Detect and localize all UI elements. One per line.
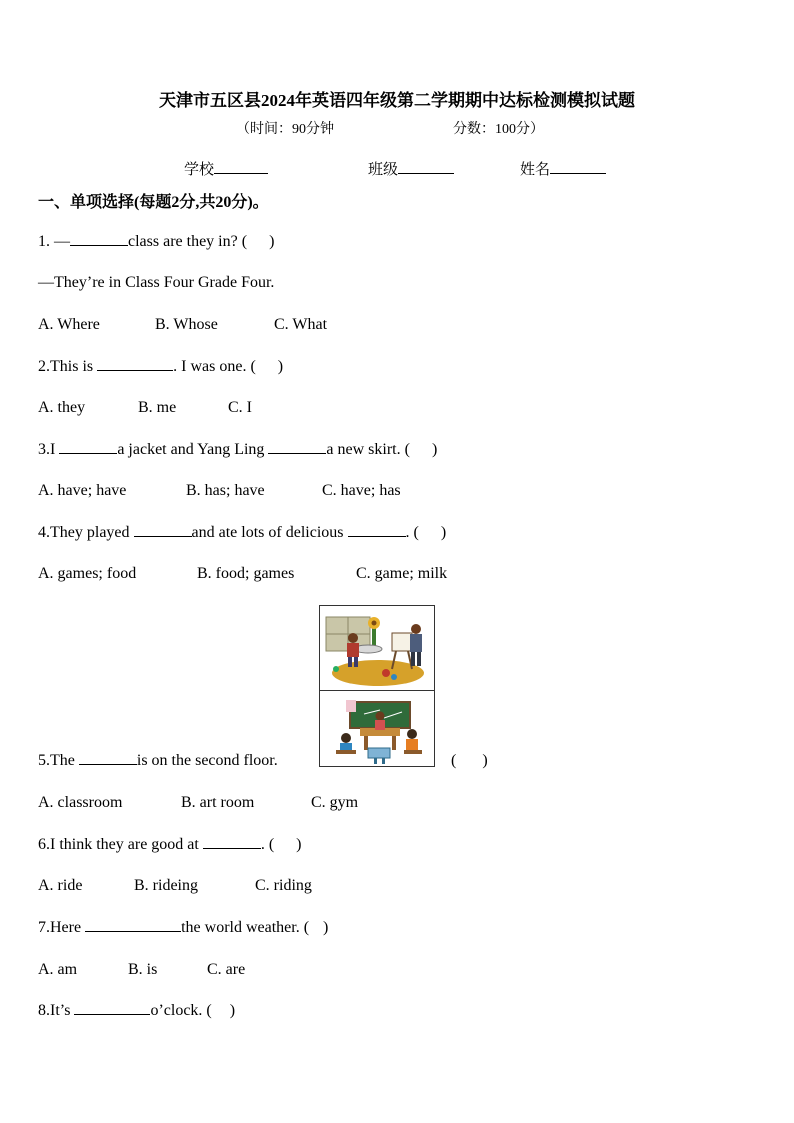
answer-blank: [85, 930, 181, 932]
class-label: 班级: [368, 162, 399, 178]
answer-blank: [203, 847, 261, 849]
option-b: B. is: [128, 961, 158, 978]
answer-blank: [74, 1013, 150, 1015]
option-a: A. they: [38, 399, 86, 416]
picture-divider: [320, 690, 434, 691]
name-label: 姓名: [520, 162, 551, 178]
question-1: 1. — class are they in? ( ): [38, 233, 275, 250]
option-c: C. riding: [255, 877, 312, 894]
class-blank: [398, 172, 454, 174]
option-b: B. has; have: [186, 482, 265, 499]
option-b: B. rideing: [134, 877, 198, 894]
answer-blank: [134, 535, 192, 537]
class-field: [368, 158, 454, 179]
option-c: C. are: [207, 961, 246, 978]
option-a: A. ride: [38, 877, 83, 894]
answer-parentheses: ( ): [451, 752, 488, 769]
option-b: B. food; games: [197, 565, 295, 582]
option-a: A. have; have: [38, 482, 127, 499]
answer-blank: [70, 244, 128, 246]
section-heading: 一、单项选择(每题2分,共20分)。: [38, 194, 269, 211]
option-a: A. games; food: [38, 565, 137, 582]
option-c: C. game; milk: [356, 565, 448, 582]
school-blank: [214, 172, 268, 174]
question-5: 5.The is on the second floor.: [38, 752, 278, 769]
question-1-reply: —They’re in Class Four Grade Four.: [38, 274, 275, 291]
question-6: 6.I think they are good at . ( ): [38, 836, 302, 853]
answer-blank: [268, 452, 326, 454]
classroom-illustration: [320, 692, 434, 766]
school-field: [184, 158, 268, 179]
answer-blank: [59, 452, 117, 454]
option-c: C. What: [274, 316, 328, 333]
exam-time: （时间：90分钟: [236, 122, 334, 137]
option-b: B. art room: [181, 794, 255, 811]
answer-blank: [97, 369, 173, 371]
answer-blank: [348, 535, 406, 537]
option-c: C. gym: [311, 794, 359, 811]
question-8: 8.It’s o’clock. ( ): [38, 1002, 236, 1019]
question-7: 7.Here the world weather. ( ): [38, 919, 329, 936]
answer-blank: [79, 763, 137, 765]
classroom-pictures: [319, 605, 435, 767]
question-2: 2.This is . I was one. ( ): [38, 358, 284, 375]
name-blank: [550, 172, 606, 174]
option-b: B. me: [138, 399, 177, 416]
name-field: [520, 158, 606, 179]
option-a: A. Where: [38, 316, 100, 333]
option-a: A. classroom: [38, 794, 123, 811]
option-b: B. Whose: [155, 316, 218, 333]
option-c: C. have; has: [322, 482, 401, 499]
art-room-illustration: [320, 607, 434, 689]
question-3: 3.I a jacket and Yang Ling a new skirt. ( ): [38, 441, 438, 458]
question-4: 4.They played and ate lots of delicious . ( ): [38, 524, 447, 541]
option-c: C. I: [228, 399, 252, 416]
exam-title: 天津市五区县2024年英语四年级第二学期期中达标检测模拟试题: [159, 91, 635, 110]
exam-score: 分数：100分）: [453, 122, 544, 137]
option-a: A. am: [38, 961, 78, 978]
school-label: 学校: [184, 162, 215, 178]
